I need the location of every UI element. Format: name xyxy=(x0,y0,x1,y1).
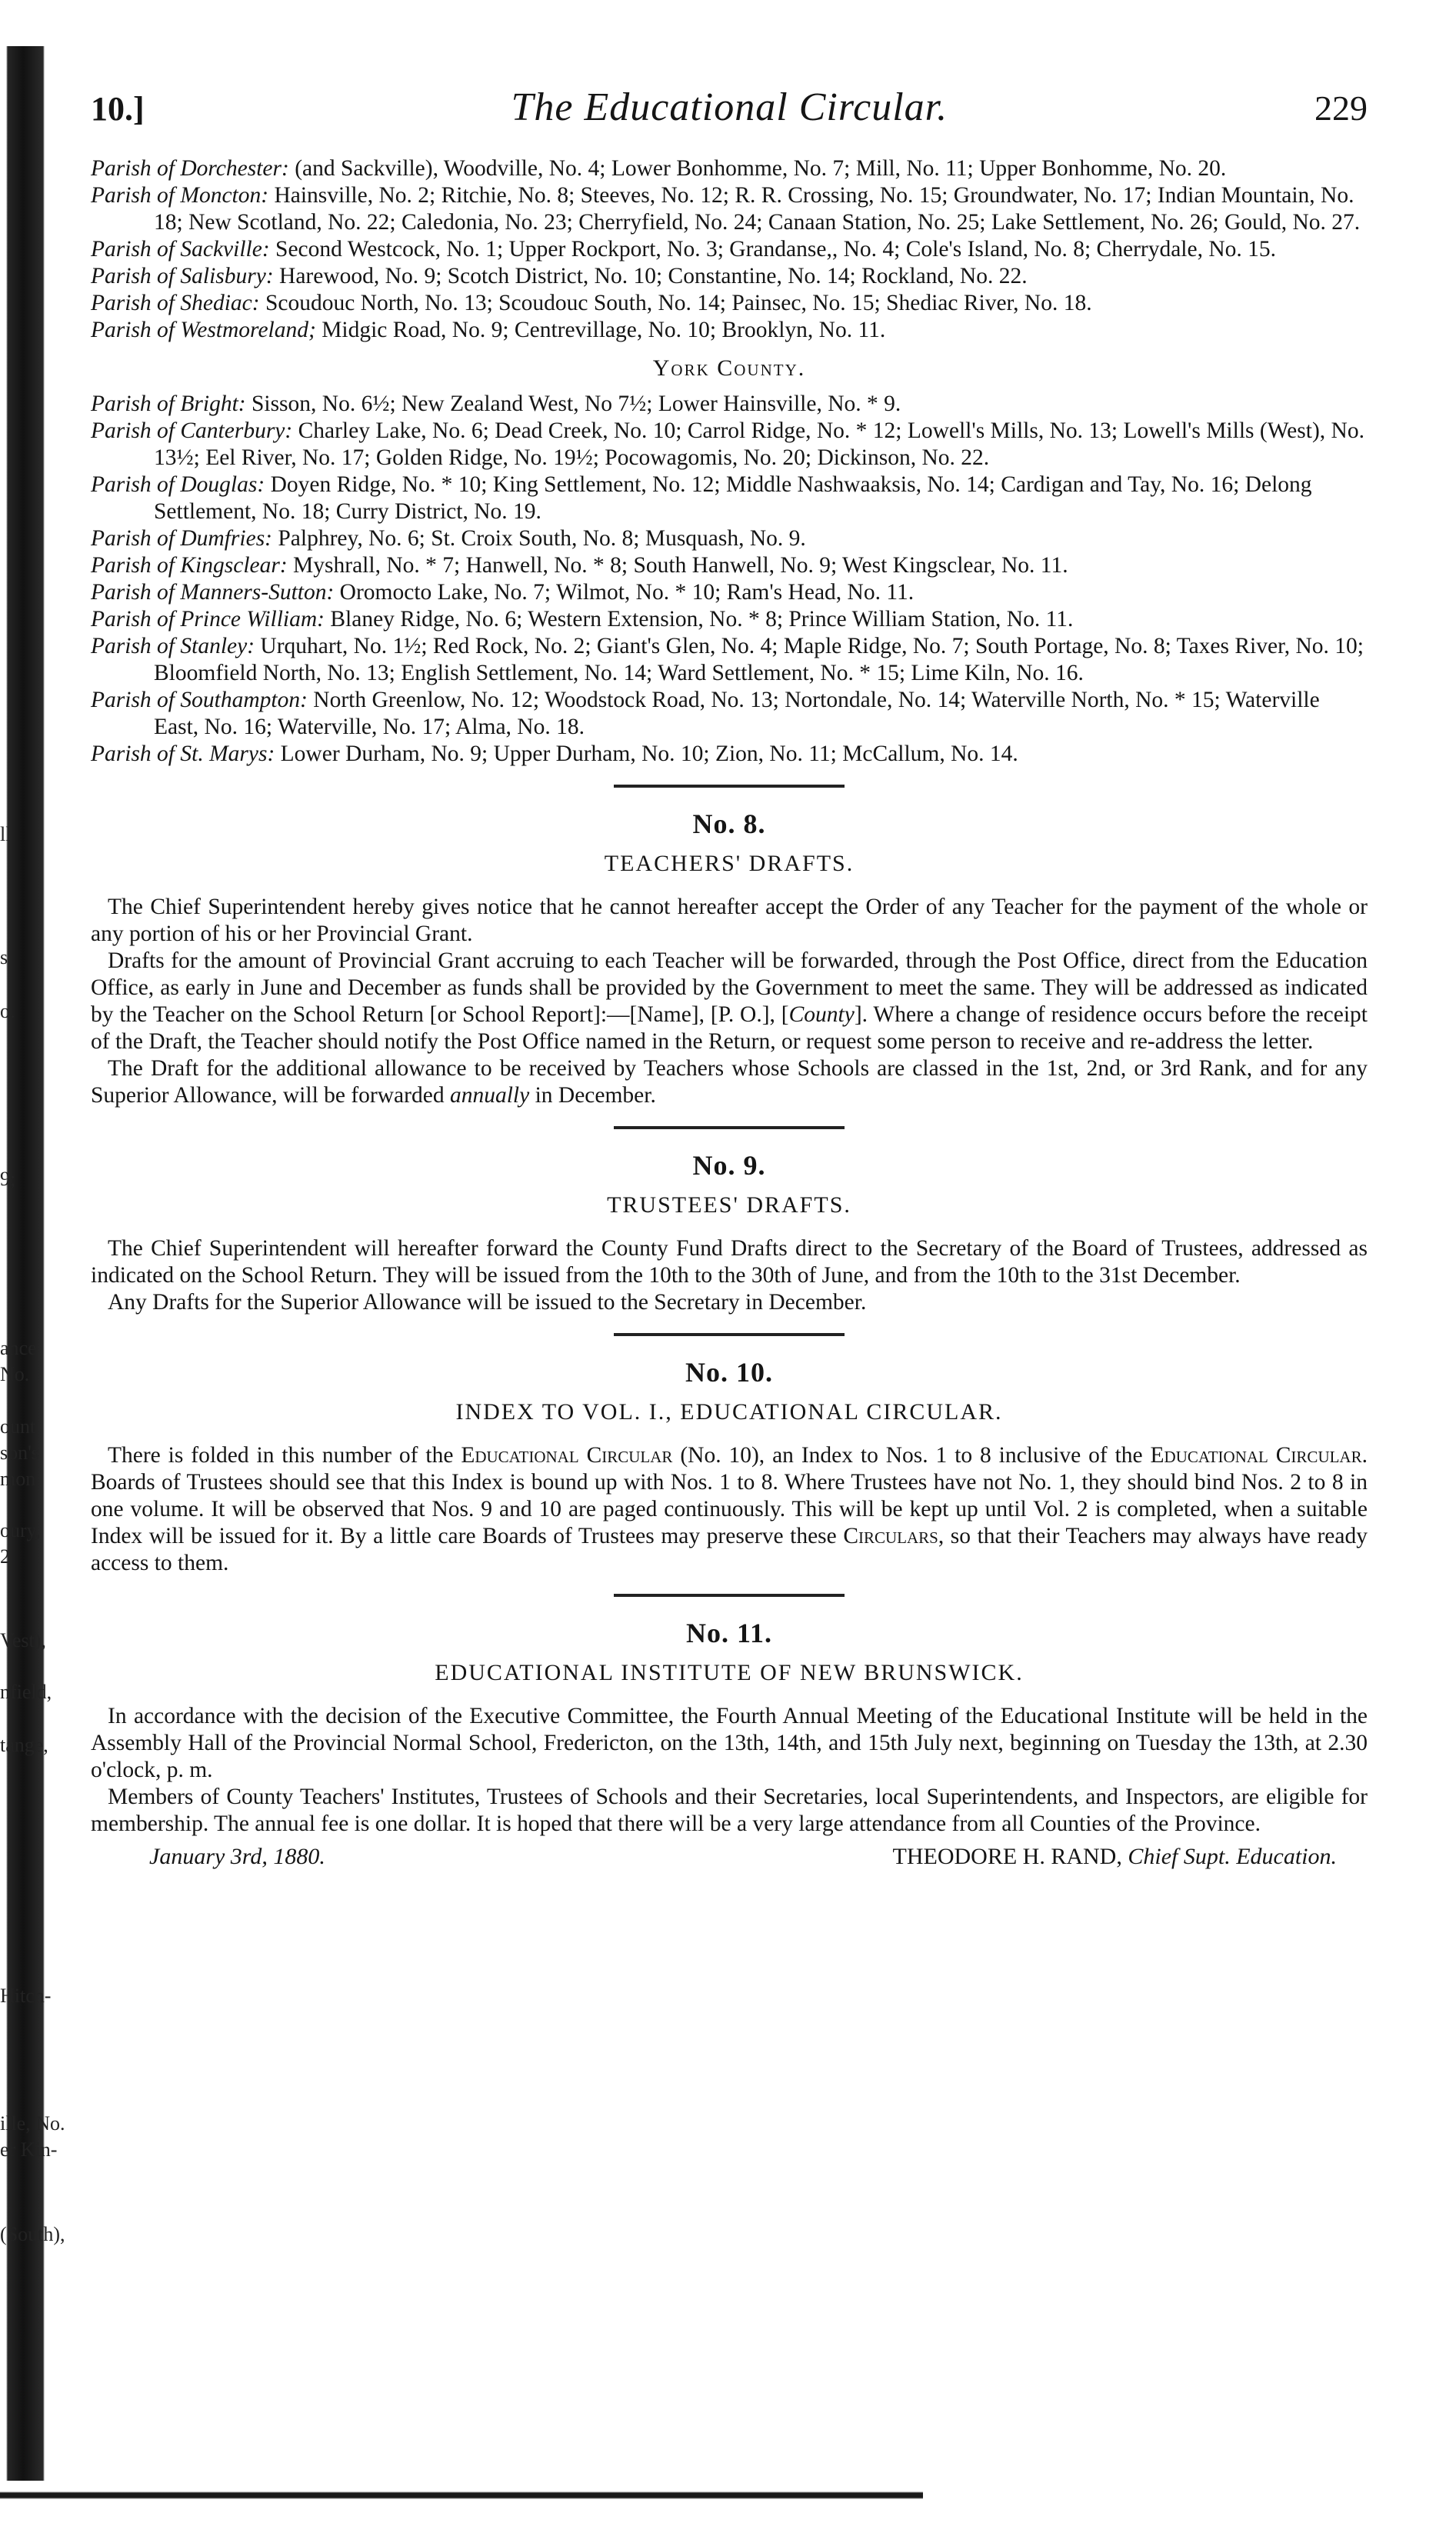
section-divider xyxy=(614,1333,845,1336)
running-header xyxy=(91,85,1368,142)
signoff-signatory xyxy=(893,1844,1337,1870)
margin-fragment: Vest), xyxy=(0,1629,46,1651)
signoff xyxy=(91,1844,1368,1870)
parish-entry: Parish of Sackville: Second Westcock, No. 1; Upper Rockport, No. 3; Grandanse,, No. 4; Cole's Island, No. 8; Cherrydale, No. 15. xyxy=(91,237,1277,262)
page-content xyxy=(91,85,1368,1870)
signatory-title: Chief Supt. Education. xyxy=(1128,1844,1337,1869)
margin-fragment: Hitch- xyxy=(0,1985,52,2007)
parish-entry: Parish of Dorchester: (and Sackville), Woodville, No. 4; Lower Bonhomme, No. 7; Mill, No. 11; Upper Bonhomme, No. 20. xyxy=(91,156,1227,181)
section-title: EDUCATIONAL INSTITUTE OF NEW BRUNSWICK. xyxy=(435,1660,1024,1685)
parish-entry: Parish of Westmoreland; Midgic Road, No. 9; Centrevillage, No. 10; Brooklyn, No. 11. xyxy=(91,318,886,342)
margin-fragment: 9; xyxy=(0,1168,16,1190)
paragraph: Members of County Teachers' Institutes, Trustees of Schools and their Secretaries, local Superintendents, and Inspectors, are eligible for membership. The annual fee is one dollar. It is hoped that there will be a very large attendance from all Counties of the Province. xyxy=(91,1785,1368,1836)
margin-fragment: son's xyxy=(0,1441,39,1464)
county-heading: York County. xyxy=(652,355,806,381)
margin-fragment: ance xyxy=(0,1337,37,1359)
section-divider xyxy=(614,785,845,788)
section-title: TRUSTEES' DRAFTS. xyxy=(607,1192,851,1218)
margin-fragment: oury, xyxy=(0,1519,41,1541)
paragraph: The Chief Superintendent hereby gives notice that he cannot hereafter accept the Order of any Teacher for the payment of the whole or any portion of his or her Provincial Grant. xyxy=(91,895,1368,946)
issue-folio: 10.] xyxy=(91,90,145,128)
margin-fragment: tange, xyxy=(0,1734,48,1756)
section-divider xyxy=(614,1594,845,1597)
parish-entry: Parish of Stanley: Urquhart, No. 1½; Red Rock, No. 2; Giant's Glen, No. 4; Maple Ridge, No. 7; South Portage, No. 8; Taxes River, No. 10; Bloomfield North, No. 13; English Settlement, No. 14; Ward Settlement, No. * 15; Lime Kiln, No. 16. xyxy=(91,634,1364,685)
section-number: No. 8. xyxy=(692,808,766,839)
parish-entry: Parish of Kingsclear: Myshrall, No. * 7; Hanwell, No. * 8; South Hanwell, No. 9; West Kingsclear, No. 11. xyxy=(91,553,1068,578)
section-number: No. 10. xyxy=(685,1357,773,1388)
section-index-vol-1 xyxy=(91,1356,1368,1577)
parish-entry: Parish of Prince William: Blaney Ridge, No. 6; Western Extension, No. * 8; Prince William Station, No. 11. xyxy=(91,607,1074,632)
section-educational-institute xyxy=(91,1617,1368,1870)
westmorland-parish-list xyxy=(91,155,1368,768)
parish-entry: Parish of Canterbury: Charley Lake, No. 6; Dead Creek, No. 10; Carrol Ridge, No. * 12; Lowell's Mills, No. 13; Lowell's Mills (West), No. 13½; Eel River, No. 17; Golden Ridge, No. 19½; Pocowagomis, No. 20; Dickinson, No. 22. xyxy=(91,418,1364,470)
section-title: INDEX TO VOL. I., EDUCATIONAL CIRCULAR. xyxy=(455,1399,1003,1425)
parish-entry: Parish of Douglas: Doyen Ridge, No. * 10; King Settlement, No. 12; Middle Nashwaaksis, No. 14; Cardigan and Tay, No. 16; Delong Settlement, No. 18; Curry District, No. 19. xyxy=(91,472,1312,524)
margin-fragment: mon xyxy=(0,1468,36,1490)
paragraph: Drafts for the amount of Provincial Grant accruing to each Teacher will be forwarded, through the Post Office, direct from the Education Office, as early in June and December as funds shall be provided by the Government to meet the same. They will be addressed as indicated by the Teacher on the School Return [or School Report]:—[Name], [P. O.], [County]. Where a change of residence occurs before the receipt of the Draft, the Teacher should notify the Post Office named in the Return, or request some person to receive and re-address the letter. xyxy=(91,948,1368,1054)
parish-entry: Parish of Salisbury: Harewood, No. 9; Scotch District, No. 10; Constantine, No. 14; Rockland, No. 22. xyxy=(91,264,1028,288)
section-divider xyxy=(614,1126,845,1129)
paragraph: Any Drafts for the Superior Allowance will be issued to the Secretary in December. xyxy=(108,1290,867,1315)
margin-fragment: ille, No. xyxy=(0,2112,65,2135)
margin-fragment: s; xyxy=(0,946,14,968)
section-number: No. 11. xyxy=(685,1618,772,1648)
section-title: TEACHERS' DRAFTS. xyxy=(604,851,855,876)
paragraph: In accordance with the decision of the Executive Committee, the Fourth Annual Meeting of the Educational Institute will be held in the Assembly Hall of the Provincial Normal School, Fredericton, on the 13th, 14th, and 15th July next, beginning on Tuesday the 13th, at 2.30 o'clock, p. m. xyxy=(91,1704,1368,1782)
margin-fragment: ll xyxy=(0,823,12,845)
page-bottom-rule xyxy=(0,2481,923,2511)
margin-fragment: nfield, xyxy=(0,1681,52,1703)
parish-entry: Parish of Dumfries: Palphrey, No. 6; St. Croix South, No. 8; Musquash, No. 9. xyxy=(91,526,806,551)
paragraph: The Chief Superintendent will hereafter forward the County Fund Drafts direct to the Secretary of the Board of Trustees, addressed as indicated on the School Return. They will be issued from the 10th to the 30th of June, and from the 10th to the 31st December. xyxy=(91,1236,1368,1288)
section-number: No. 9. xyxy=(692,1150,766,1181)
page-number: 229 xyxy=(1314,88,1368,128)
parish-entry: Parish of Shediac: Scoudouc North, No. 13; Scoudouc South, No. 14; Painsec, No. 15; Shediac River, No. 18. xyxy=(91,291,1092,315)
paragraph: The Draft for the additional allowance to be received by Teachers whose Schools are classed in the 1st, 2nd, or 3rd Rank, and for any Superior Allowance, will be forwarded annually in December. xyxy=(91,1056,1368,1108)
parish-entry: Parish of Manners-Sutton: Oromocto Lake, No. 7; Wilmot, No. * 10; Ram's Head, No. 11. xyxy=(91,580,915,605)
section-trustees-drafts xyxy=(91,1149,1368,1316)
signatory-name: THEODORE H. RAND, xyxy=(892,1844,1122,1869)
margin-fragment: (South), xyxy=(0,2223,65,2245)
parish-entry: Parish of Moncton: Hainsville, No. 2; Ritchie, No. 8; Steeves, No. 12; R. R. Crossing, No. 15; Groundwater, No. 17; Indian Mountain, No. 18; New Scotland, No. 22; Caledonia, No. 23; Cherryfield, No. 24; Canaan Station, No. 25; Lake Settlement, No. 26; Gould, No. 27. xyxy=(91,183,1361,235)
margin-fragment: er Kin- xyxy=(0,2138,58,2161)
margin-fragment: o. xyxy=(0,1000,15,1022)
margin-fragment: 2 xyxy=(0,1545,10,1568)
paragraph: There is folded in this number of the Educational Circular (No. 10), an Index to Nos. 1 to 8 inclusive of the Educational Circular. Boards of Trustees should see that this Index is bound up with Nos. 1 to 8. Where Trustees have not No. 1, they should bind Nos. 2 to 8 in one volume. It will be observed that Nos. 9 and 10 are paged continuously. This will be kept up until Vol. 2 is completed, when a suitable Index will be issued for it. By a little care Boards of Trustees may preserve these Circulars, so that their Teachers may always have ready access to them. xyxy=(91,1443,1368,1575)
section-teachers-drafts xyxy=(91,808,1368,1109)
signoff-date: January 3rd, 1880. xyxy=(149,1844,325,1869)
parish-entry: Parish of Bright: Sisson, No. 6½; New Zealand West, No 7½; Lower Hainsville, No. * 9. xyxy=(91,392,901,416)
margin-fragment: ount xyxy=(0,1415,36,1438)
parish-entry: Parish of St. Marys: Lower Durham, No. 9; Upper Durham, No. 10; Zion, No. 11; McCallum, No. 14. xyxy=(91,742,1018,766)
parish-entry: Parish of Southampton: North Greenlow, No. 12; Woodstock Road, No. 13; Nortondale, No. 14; Waterville North, No. * 15; Waterville East, No. 16; Waterville, No. 17; Alma, No. 18. xyxy=(91,688,1320,739)
margin-fragment: No. xyxy=(0,1363,30,1385)
publication-title: The Educational Circular. xyxy=(511,85,948,129)
